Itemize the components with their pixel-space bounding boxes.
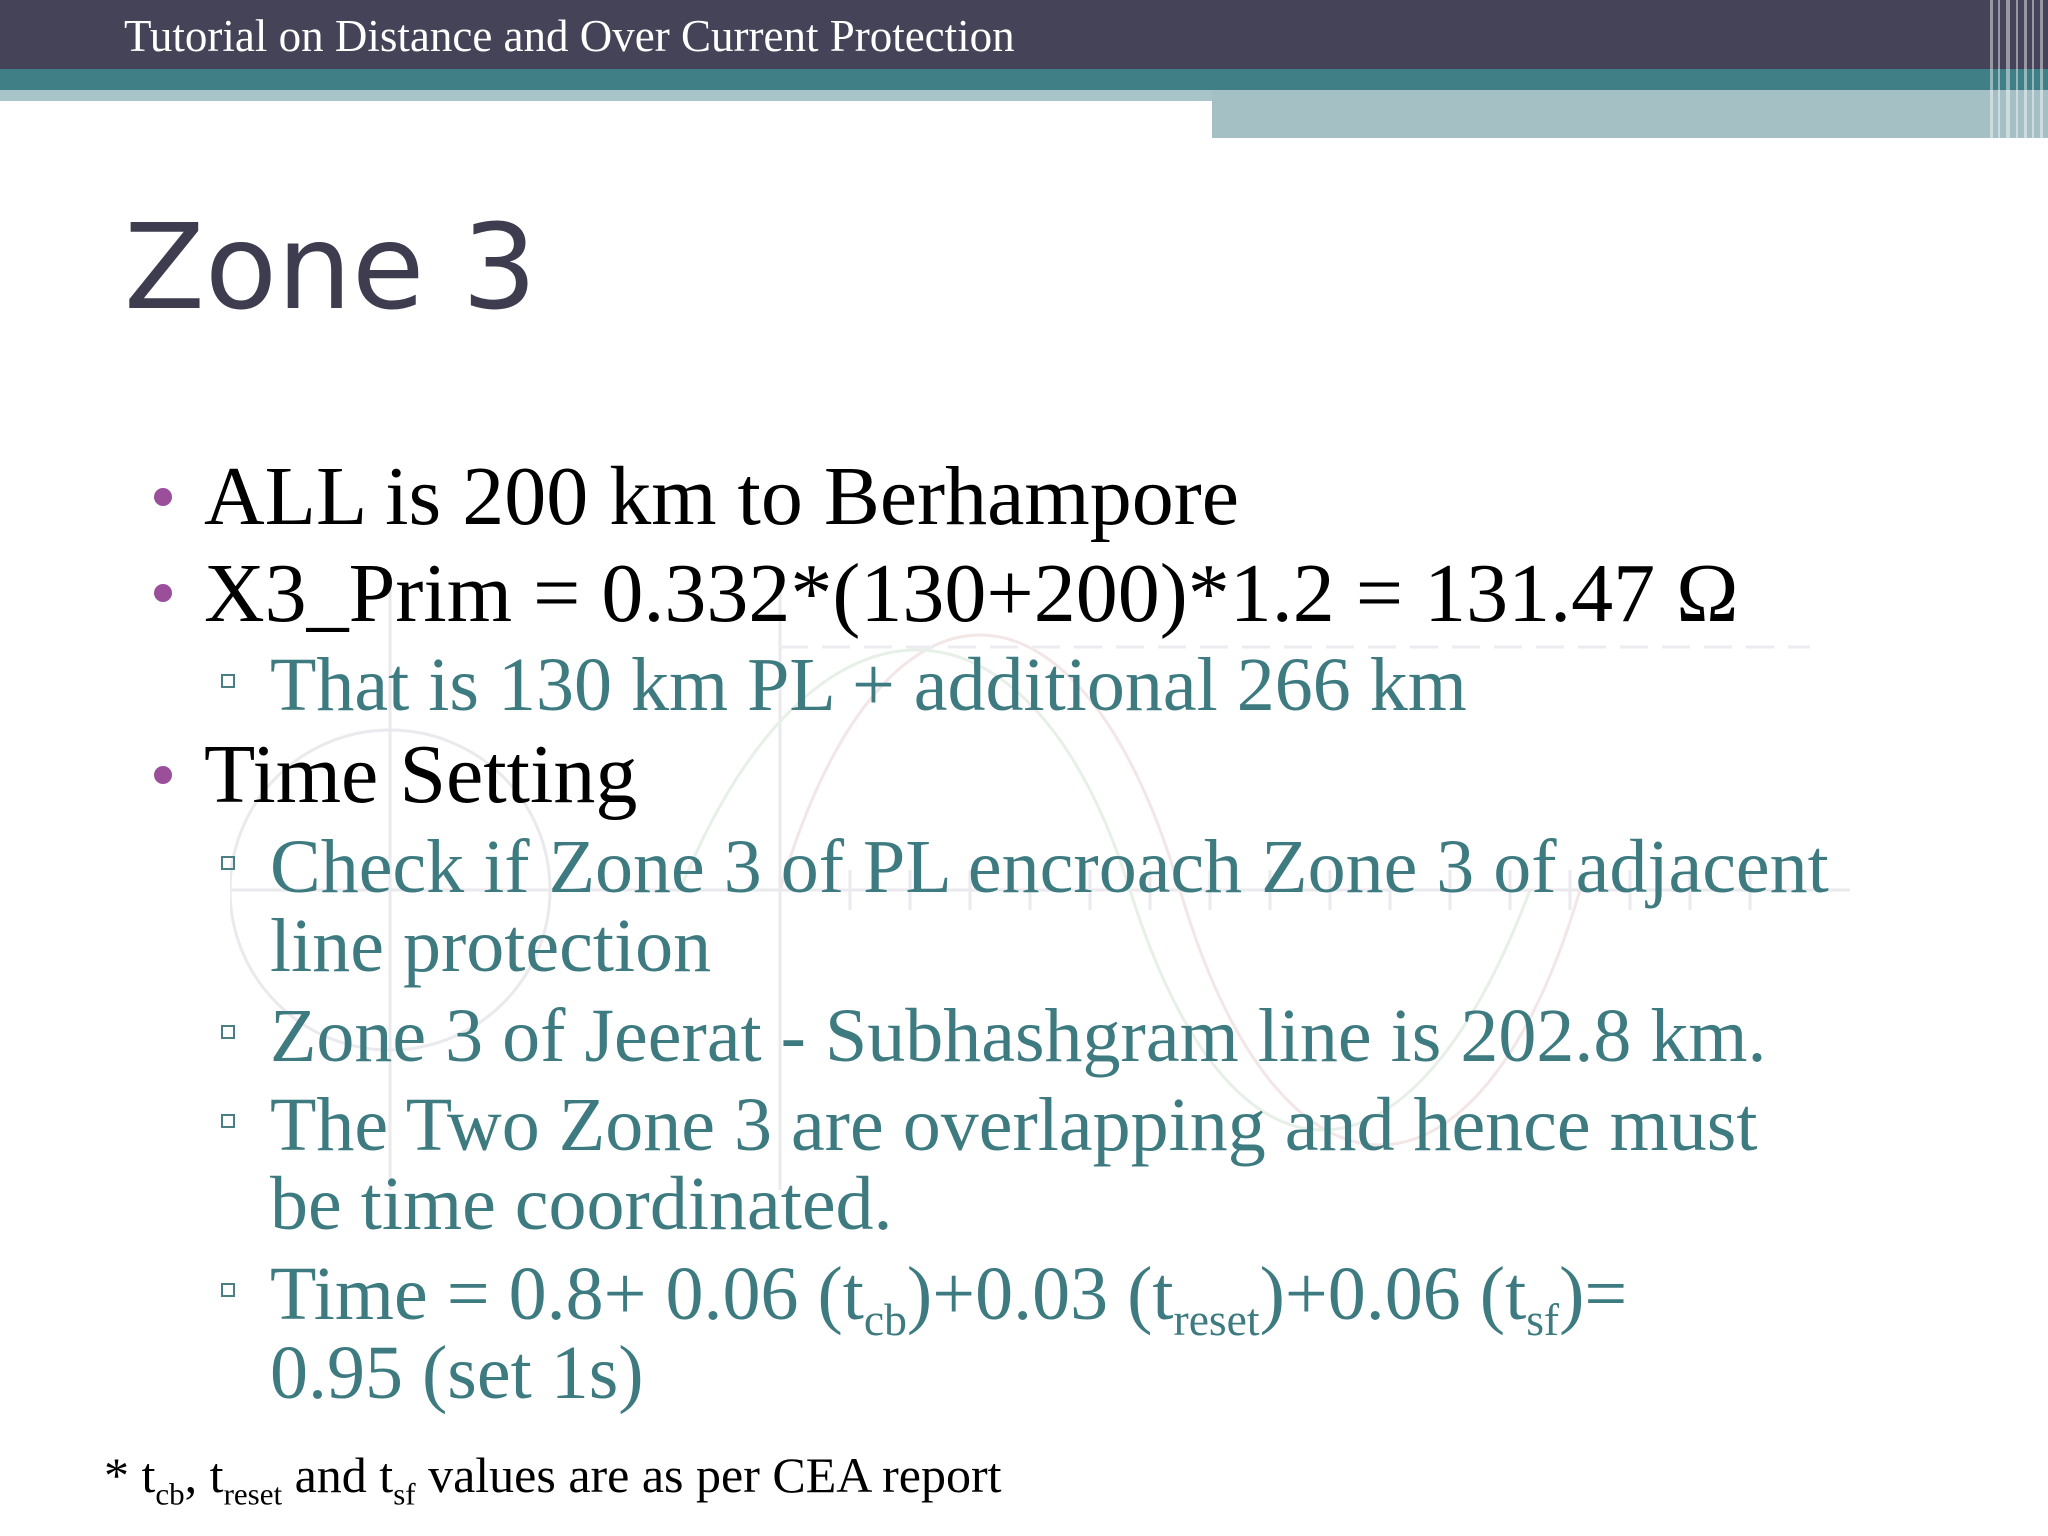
footnote-part: values are as per CEA report <box>415 1447 1002 1503</box>
sub-bullet-time-formula <box>270 1252 1628 1345</box>
sub-bullet-additional-km: That is 130 km PL + additional 266 km <box>270 643 1467 727</box>
bullet-dot-icon <box>154 584 172 602</box>
subscript-reset: reset <box>1173 1293 1260 1345</box>
bullet-berhampore: ALL is 200 km to Berhampore <box>204 450 1240 543</box>
footnote-subscript-reset: reset <box>223 1476 283 1512</box>
footnote <box>104 1447 1002 1512</box>
footnote-subscript-sf: sf <box>393 1476 416 1512</box>
sub-bullet-square-icon <box>221 1114 235 1128</box>
time-formula-part: Time = 0.8+ 0.06 (t <box>270 1252 864 1336</box>
sub-bullet-square-icon <box>221 674 235 688</box>
sub-bullet-time-result: 0.95 (set 1s) <box>270 1331 644 1415</box>
footnote-part: and t <box>282 1447 394 1503</box>
time-formula-part: )+0.06 (t <box>1259 1252 1527 1336</box>
footnote-part: * t <box>104 1447 156 1503</box>
sub-bullet-square-icon <box>221 1025 235 1039</box>
sub-bullet-jeerat-subhashgram: Zone 3 of Jeerat - Subhashgram line is 202.8 km. <box>270 994 1767 1078</box>
header-title: Tutorial on Distance and Over Current Protection <box>124 11 1015 61</box>
time-formula-part: )+0.03 (t <box>906 1252 1174 1336</box>
time-formula-part: )= <box>1559 1252 1628 1336</box>
sub-bullet-check-encroach-line1: Check if Zone 3 of PL encroach Zone 3 of adjacent <box>270 825 1829 909</box>
sub-bullet-square-icon <box>221 1283 235 1297</box>
subscript-sf: sf <box>1526 1293 1560 1345</box>
bullet-dot-icon <box>154 488 172 506</box>
sub-bullet-check-encroach-line2: line protection <box>270 904 712 988</box>
sub-bullet-overlapping-line1: The Two Zone 3 are overlapping and hence must <box>270 1083 1758 1167</box>
bullet-time-setting: Time Setting <box>204 728 638 821</box>
subscript-cb: cb <box>863 1293 907 1345</box>
sub-bullet-square-icon <box>221 856 235 870</box>
bullet-x3-prim: X3_Prim = 0.332*(130+200)*1.2 = 131.47 Ω <box>204 547 1739 640</box>
slide-title: Zone 3 <box>124 198 537 336</box>
bullet-dot-icon <box>154 766 172 784</box>
footnote-subscript-cb: cb <box>155 1476 185 1512</box>
footnote-part: , t <box>184 1447 224 1503</box>
sub-bullet-overlapping-line2: be time coordinated. <box>270 1162 893 1246</box>
